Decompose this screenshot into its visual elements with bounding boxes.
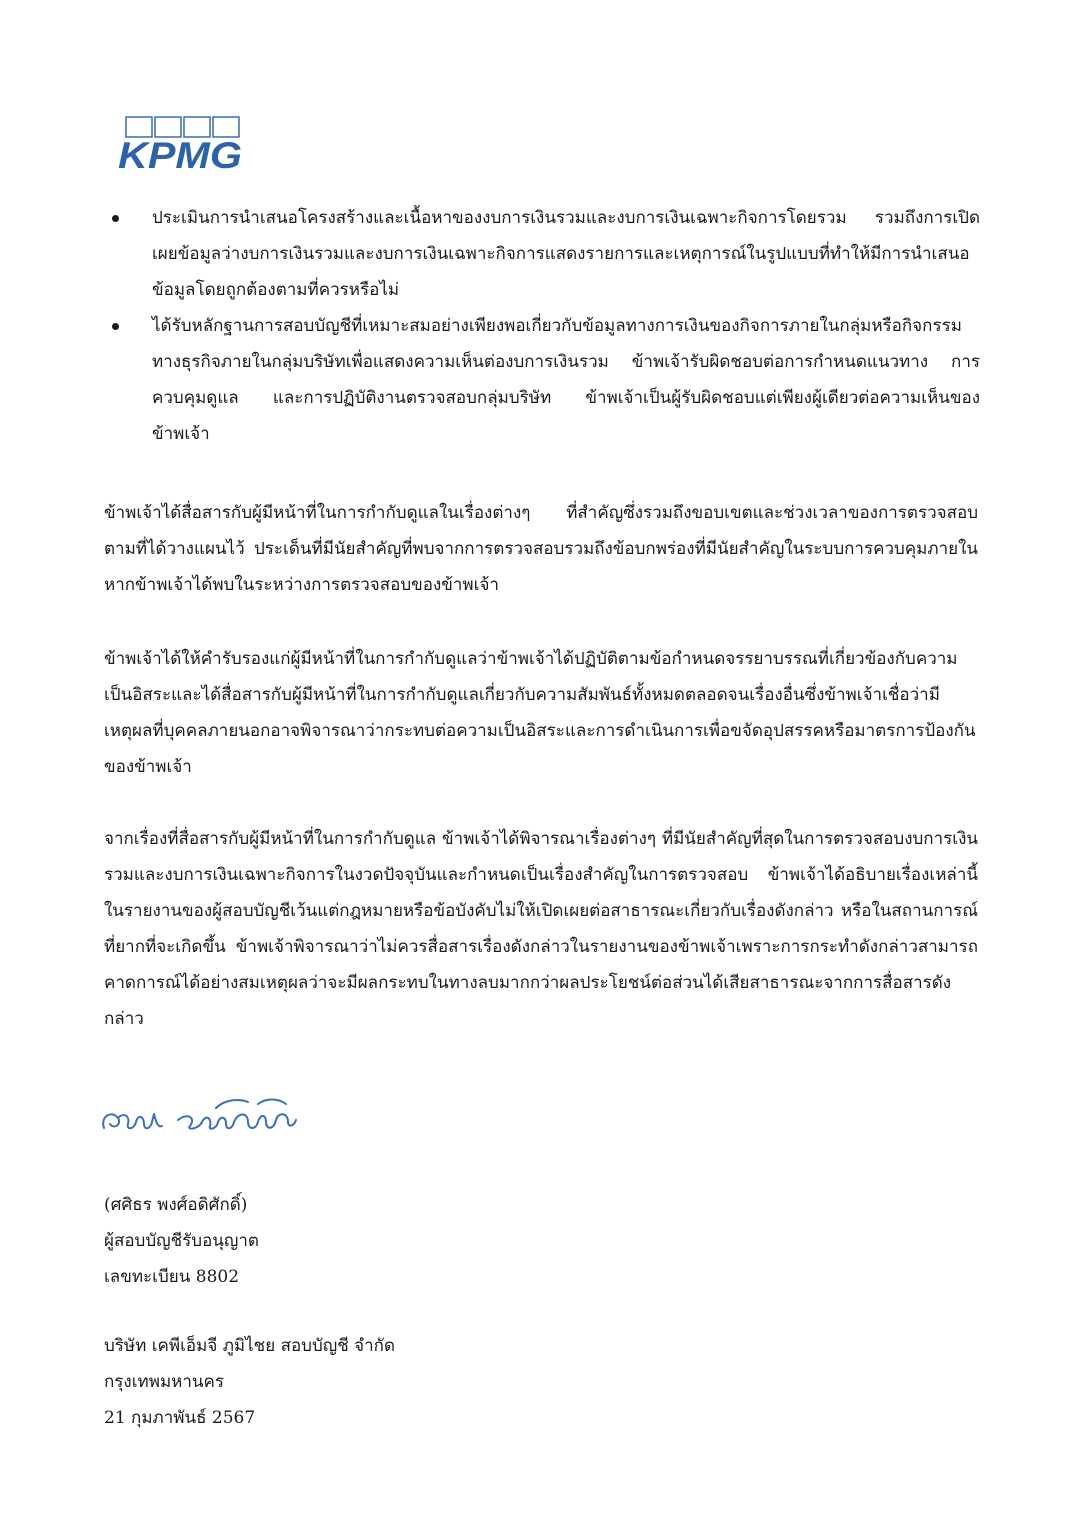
paragraph-independence: ข้าพเจ้าได้ให้คำรับรองแก่ผู้มีหน้าที่ในการกำกับดูแลว่าข้าพเจ้าได้ปฏิบัติตามข้อกำหนดจรรยาบรรณที่เกี่ยวข้องกับความเป็นอิสระและได้สื่อสารกับผู้มีหน้าที่ในการกำกับดูแลเกี่ยวกับความสัมพันธ์ทั้งหมดตลอดจนเรื่องอื่นซึ่งข้าพเจ้าเชื่อว่ามีเหตุผลที่บุคคลภายนอกอาจพิจารณาว่ากระทบต่อความเป็นอิสระและการดำเนินการเพื่อขจัดอุปสรรคหรือมาตรการป้องกันของข้าพเจ้า [104,649,976,777]
kpmg-logo-text: KPMG [118,135,242,172]
bullet-dot-icon [112,323,119,330]
bullet-item [100,308,980,452]
bullet-item [100,200,980,308]
paragraph-communication: ข้าพเจ้าได้สื่อสารกับผู้มีหน้าที่ในการกำกับดูแลในเรื่องต่างๆ ที่สำคัญซึ่งรวมถึงขอบเขตและช่วงเวลาของการตรวจสอบตามที่ได้วางแผนไว้ ประเด็นที่มีนัยสำคัญที่พบจากการตรวจสอบรวมถึงข้อบกพร่องที่มีนัยสำคัญในระบบการควบคุมภายในหากข้าพเจ้าได้พบในระหว่างการตรวจสอบของข้าพเจ้า [104,503,978,595]
signatory-block [104,1187,259,1295]
handwritten-signature [98,1090,303,1150]
report-date: 21 กุมภาพันธ์ 2567 [104,1408,256,1428]
kpmg-logo [118,116,246,172]
firm-name: บริษัท เคพีเอ็มจี ภูมิไชย สอบบัญชี จำกัด [104,1336,396,1356]
firm-block [104,1328,395,1436]
registration-number: เลขทะเบียน 8802 [104,1267,240,1287]
firm-city: กรุงเทพมหานคร [104,1372,225,1392]
bullet-text: ประเมินการนำเสนอโครงสร้างและเนื้อหาของงบการเงินรวมและงบการเงินเฉพาะกิจการโดยรวม รวมถึงการเปิดเผยข้อมูลว่างบการเงินรวมและงบการเงินเฉพาะกิจการแสดงรายการและเหตุการณ์ในรูปแบบที่ทำให้มีการนำเสนอข้อมูลโดยถูกต้องตามที่ควรหรือไม่ [152,208,980,300]
bullet-dot-icon [112,215,119,222]
bullet-text: ได้รับหลักฐานการสอบบัญชีที่เหมาะสมอย่างเพียงพอเกี่ยวกับข้อมูลทางการเงินของกิจการภายในกลุ่มหรือกิจกรรมทางธุรกิจภายในกลุ่มบริษัทเพื่อแสดงความเห็นต่องบการเงินรวม ข้าพเจ้ารับผิดชอบต่อการกำหนดแนวทาง การควบคุมดูแล และการปฏิบัติงานตรวจสอบกลุ่มบริษัท ข้าพเจ้าเป็นผู้รับผิดชอบแต่เพียงผู้เดียวต่อความเห็นของข้าพเจ้า [152,316,980,444]
signatory-name: (ศศิธร พงศ์อดิศักดิ์) [104,1195,248,1215]
signatory-title: ผู้สอบบัญชีรับอนุญาต [104,1231,259,1251]
paragraph-key-audit-matters: จากเรื่องที่สื่อสารกับผู้มีหน้าที่ในการกำกับดูแล ข้าพเจ้าได้พิจารณาเรื่องต่างๆ ที่มีนัยสำคัญที่สุดในการตรวจสอบงบการเงินรวมและงบการเงินเฉพาะกิจการในงวดปัจจุบันและกำหนดเป็นเรื่องสำคัญในการตรวจสอบ ข้าพเจ้าได้อธิบายเรื่องเหล่านี้ในรายงานของผู้สอบบัญชีเว้นแต่กฎหมายหรือข้อบังคับไม่ให้เปิดเผยต่อสาธารณะเกี่ยวกับเรื่องดังกล่าว หรือในสถานการณ์ที่ยากที่จะเกิดขึ้น ข้าพเจ้าพิจารณาว่าไม่ควรสื่อสารเรื่องดังกล่าวในรายงานของข้าพเจ้าเพราะการกระทำดังกล่าวสามารถคาดการณ์ได้อย่างสมเหตุผลว่าจะมีผลกระทบในทางลบมากกว่าผลประโยชน์ต่อส่วนได้เสียสาธารณะจากการสื่อสารดังกล่าว [104,829,978,1029]
bullet-list [100,200,980,452]
